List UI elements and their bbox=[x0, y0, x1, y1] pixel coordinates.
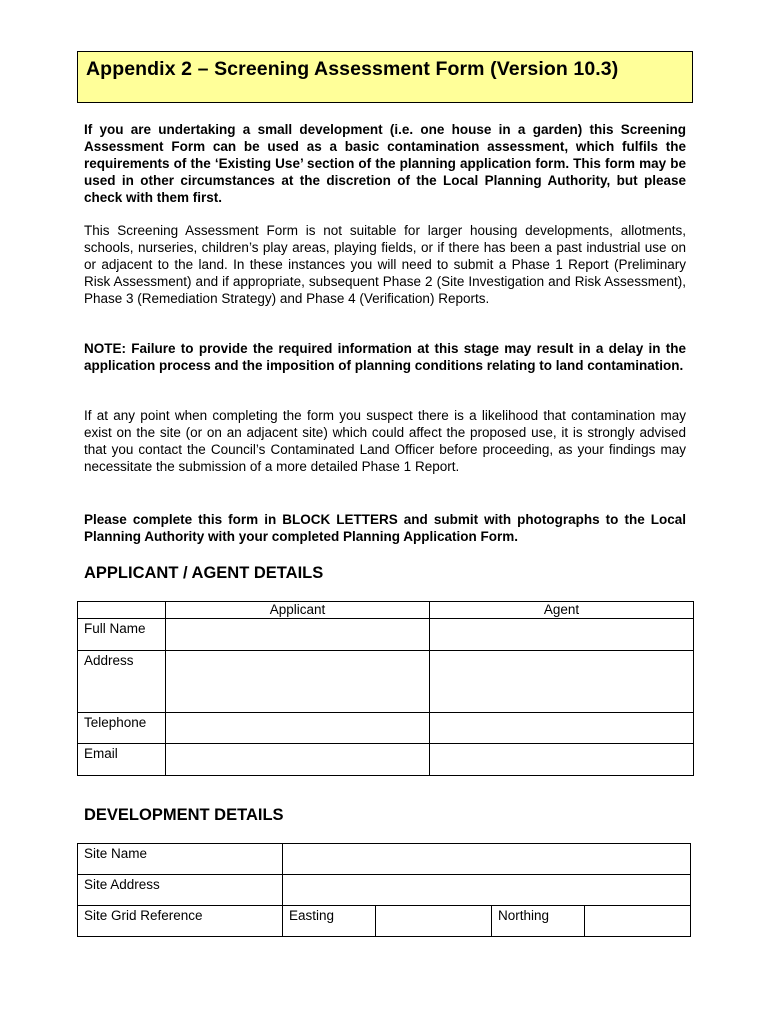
table-row bbox=[78, 744, 694, 776]
applicant-full-name-field[interactable] bbox=[166, 619, 430, 651]
full-name-label: Full Name bbox=[78, 619, 166, 651]
table-row bbox=[78, 619, 694, 651]
agent-full-name-field[interactable] bbox=[430, 619, 694, 651]
telephone-label: Telephone bbox=[78, 713, 166, 744]
easting-field[interactable] bbox=[376, 906, 492, 937]
agent-column-header: Agent bbox=[430, 602, 694, 619]
site-name-field[interactable] bbox=[283, 844, 691, 875]
table-row bbox=[78, 875, 691, 906]
email-label: Email bbox=[78, 744, 166, 776]
address-label: Address bbox=[78, 651, 166, 713]
northing-field[interactable] bbox=[585, 906, 691, 937]
table-row bbox=[78, 906, 691, 937]
complete-instructions-paragraph: Please complete this form in BLOCK LETTERS and submit with photographs to the Local Planning Authority with your completed Planning Application Form. bbox=[84, 512, 686, 544]
applicant-agent-heading: APPLICANT / AGENT DETAILS bbox=[84, 564, 324, 582]
site-address-label: Site Address bbox=[78, 875, 283, 906]
site-name-label: Site Name bbox=[78, 844, 283, 875]
agent-telephone-field[interactable] bbox=[430, 713, 694, 744]
table-row bbox=[78, 651, 694, 713]
table-header-row bbox=[78, 602, 694, 619]
applicant-address-field[interactable] bbox=[166, 651, 430, 713]
agent-email-field[interactable] bbox=[430, 744, 694, 776]
intro-paragraph: If you are undertaking a small development (i.e. one house in a garden) this Screening Assessment Form can be used as a basic contamination assessment, which fulfils the requirements of the ‘Existing Use’ section of the planning application form. This form may be used in other circumstances at the discretion of the Local Planning Authority, but please check with them first. bbox=[84, 122, 686, 205]
development-details-table bbox=[77, 843, 691, 937]
northing-label: Northing bbox=[492, 906, 585, 937]
development-details-heading: DEVELOPMENT DETAILS bbox=[84, 806, 284, 824]
applicant-telephone-field[interactable] bbox=[166, 713, 430, 744]
site-address-field[interactable] bbox=[283, 875, 691, 906]
not-suitable-paragraph: This Screening Assessment Form is not suitable for larger housing developments, allotments, schools, nurseries, children’s play areas, playing fields, or if there has been a past industrial use on or adjacent to the land. In these instances you will need to submit a Phase 1 Report (Preliminary Risk Assessment) and if appropriate, subsequent Phase 2 (Site Investigation and Risk Assessment), Phase 3 (Remediation Strategy) and Phase 4 (Verification) Reports. bbox=[84, 223, 686, 306]
applicant-email-field[interactable] bbox=[166, 744, 430, 776]
table-row bbox=[78, 713, 694, 744]
agent-address-field[interactable] bbox=[430, 651, 694, 713]
table-row bbox=[78, 844, 691, 875]
applicant-column-header: Applicant bbox=[166, 602, 430, 619]
page-title: Appendix 2 – Screening Assessment Form (Version 10.3) bbox=[86, 58, 619, 80]
note-paragraph: NOTE: Failure to provide the required information at this stage may result in a delay in the application process and the imposition of planning conditions relating to land contamination. bbox=[84, 341, 686, 373]
easting-label: Easting bbox=[283, 906, 376, 937]
applicant-agent-table bbox=[77, 601, 694, 776]
site-grid-reference-label: Site Grid Reference bbox=[78, 906, 283, 937]
header-cell-empty bbox=[78, 602, 166, 619]
suspect-paragraph: If at any point when completing the form you suspect there is a likelihood that contamination may exist on the site (or on an adjacent site) which could affect the proposed use, it is strongly advised that you contact the Council’s Contaminated Land Officer before proceeding, as your findings may necessitate the submission of a more detailed Phase 1 Report. bbox=[84, 408, 686, 474]
title-box bbox=[77, 51, 693, 103]
